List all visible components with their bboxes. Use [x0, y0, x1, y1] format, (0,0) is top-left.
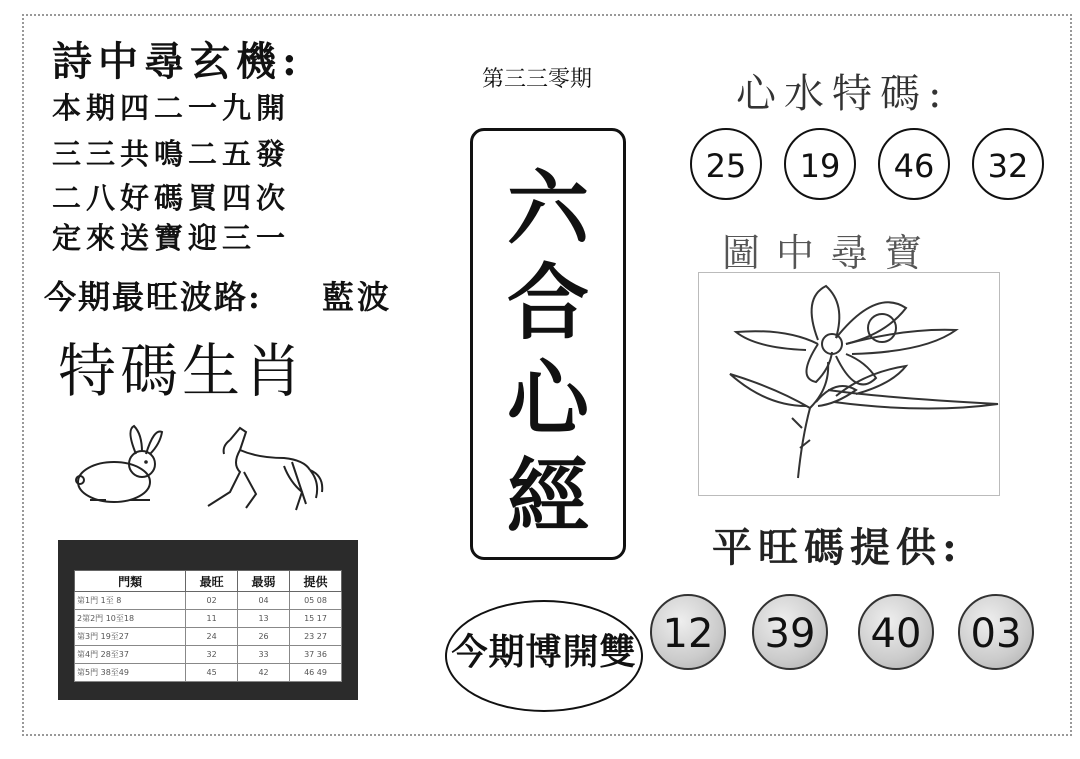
- logo-char: 經: [506, 449, 589, 545]
- wave-label: 今期最旺波路:: [44, 278, 262, 316]
- table-cell: 2第2門 10至18: [75, 610, 186, 628]
- pingwang-number: 03: [958, 594, 1034, 670]
- gate-table-panel: [58, 540, 358, 700]
- logo-char: 合: [506, 255, 589, 351]
- table-cell: 15 17: [290, 610, 342, 628]
- pingwang-title: 平旺碼提供:: [712, 524, 963, 571]
- table-cell: 37 36: [290, 646, 342, 664]
- table-row: [75, 664, 342, 682]
- logo-char: 六: [506, 161, 589, 257]
- zodiac-title: 特碼生肖: [58, 337, 307, 405]
- xinshui-number: 32: [972, 128, 1044, 200]
- table-cell: 46 49: [290, 664, 342, 682]
- xinshui-number: 46: [878, 128, 950, 200]
- table-cell: 02: [186, 592, 238, 610]
- table-header: 提供: [290, 571, 342, 592]
- table-row: [75, 628, 342, 646]
- gate-table: [74, 570, 342, 682]
- table-cell: 05 08: [290, 592, 342, 610]
- table-cell: 23 27: [290, 628, 342, 646]
- table-cell: 33: [238, 646, 290, 664]
- table-cell: 24: [186, 628, 238, 646]
- table-header: 最旺: [186, 571, 238, 592]
- oval-text: 今期博開雙: [451, 631, 637, 673]
- table-cell: 32: [186, 646, 238, 664]
- pingwang-number: 39: [752, 594, 828, 670]
- xinshui-number: 25: [690, 128, 762, 200]
- tuzhong-title: 圖中尋寶: [722, 231, 939, 275]
- table-cell: 42: [238, 664, 290, 682]
- horse-icon: [200, 420, 324, 514]
- table-row: [75, 646, 342, 664]
- xinshui-number: 19: [784, 128, 856, 200]
- table-cell: 11: [186, 610, 238, 628]
- table-cell: 第1門 1至 8: [75, 592, 186, 610]
- flower-icon: [706, 278, 1002, 488]
- table-cell: 第4門 28至37: [75, 646, 186, 664]
- xinshui-title: 心水特碼:: [736, 71, 950, 117]
- table-cell: 45: [186, 664, 238, 682]
- rabbit-icon: [70, 424, 170, 506]
- table-row: [75, 610, 342, 628]
- poem-line: 三三共鳴二五發: [52, 137, 291, 171]
- poem-line: 二八好碼買四次: [52, 181, 291, 215]
- table-header-row: [75, 571, 342, 592]
- table-row: [75, 592, 342, 610]
- table-cell: 第5門 38至49: [75, 664, 186, 682]
- poem-line: 本期四二一九開: [52, 91, 291, 125]
- pingwang-number: 12: [650, 594, 726, 670]
- pingwang-number: 40: [858, 594, 934, 670]
- table-cell: 04: [238, 592, 290, 610]
- table-cell: 第3門 19至27: [75, 628, 186, 646]
- table-header: 最弱: [238, 571, 290, 592]
- table-cell: 13: [238, 610, 290, 628]
- wave-value: 藍波: [322, 278, 393, 316]
- issue-number: 第三三零期: [482, 67, 593, 92]
- poem-title: 詩中尋玄機:: [52, 38, 303, 85]
- table-header: 門類: [75, 571, 186, 592]
- table-cell: 26: [238, 628, 290, 646]
- logo-char: 心: [506, 351, 589, 447]
- poem-line: 定來送寶迎三一: [52, 221, 291, 255]
